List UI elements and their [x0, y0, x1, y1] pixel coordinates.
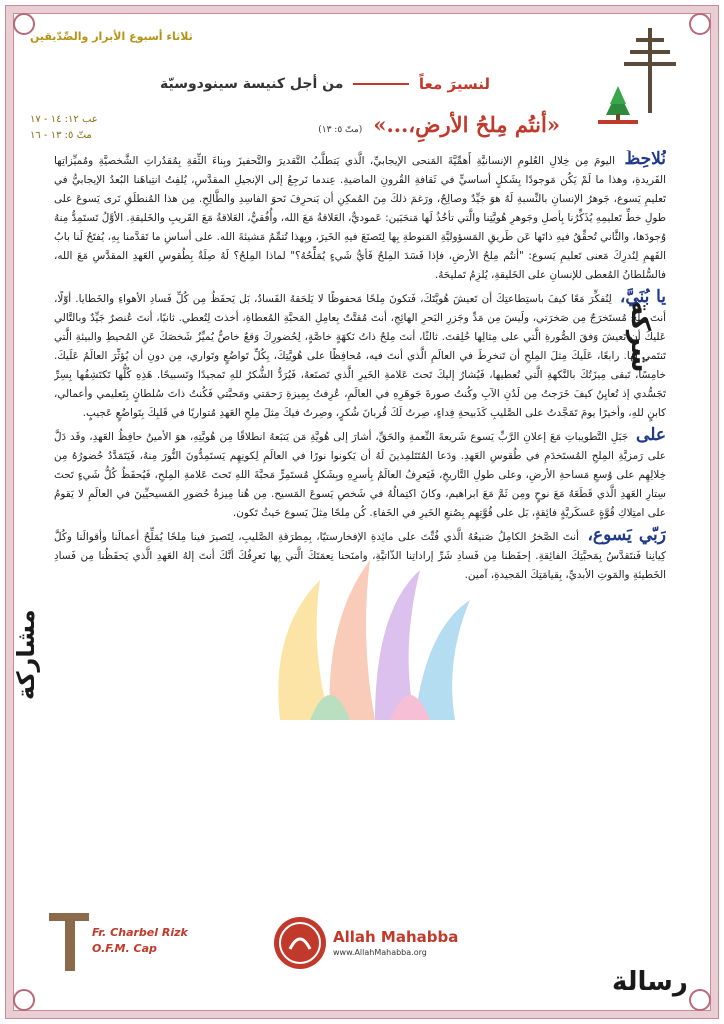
- side-label-mission: رسالة: [612, 967, 688, 997]
- maronite-cross-cedar-logo: [596, 20, 686, 130]
- paragraph-text: أنتَ الصَّخرُ الكامِلُ صَنيعُهُ الَّذي فُتِّتَ على مائِدةِ الإفخارستيّا، بِمِطرَقةِ الصَّليبِ، لِتَصيرَ فينا مِلحًا يُمَلِّحُ أعمالَنا وأقوالَنا وكُلَّ كِيانِنا فَنتَقدَّسُ بِمَحبَّتِكَ الفائِقةِ. إحفَظنا مِن فَسادِ شَرِّ إراداتِنا الذّاتيَّةِ، وامنَحنا نِعمَتَكَ الَّتي بِها نَعرِفُكَ أنَّكَ أنتَ إلهُ العَهدِ الَّذي يَحفَظُنا مِن فَسادِ الخَطيئةِ والمَوتِ الأبديِّ، بِقيامَتِكَ المَجيدةِ، آمين.: [54, 531, 666, 581]
- paragraph-prayer: [54, 526, 666, 585]
- allah-mahabba-brand: [333, 928, 458, 957]
- brand-url[interactable]: www.AllahMahabba.org: [333, 948, 427, 957]
- paragraph-text: جَبَلِ التَّطويباتِ مَعَ إعلانِ الرَّبِّ يَسوع شَريعةَ النِّعمةِ والحَقِّ، أشارَ إلى هُويَّةِ مَن يَتبَعهُ انطلاقًا مِن هُويَّتِهِ، هوَ الأمينُ حافِظُ العَهدِ، وقَد دَلَّ على رَمزيَّةِ المِلحِ المُستَخدَمِ في طُقوسِ العَهدِ. ودَعا المُتَتَلمِذينَ لَهُ أن يَكونوا نورًا في العالَمِ لِكونِهِم يَستَمِدُّونَ النُّورَ مِنهُ، فَيَتَمَدَّدُ حُضورُهُ مِن خِلالِهِم على وُسعِ مَساحةِ الأرضِ، وعلى طولِ التَّاريخِ، فَيَعرِفُ العالَمُ بِأسرِهِ وبِشَكلٍ مُستَمِرٍّ مَحبَّةَ اللهِ تَحتَ عَلامةِ المِلحِ، فَيُحفَظُ كُلُّ شَيءٍ تَحتَ سِتارِ العَهدِ الَّذي قَطَعَهُ مَعَ نوحٍ ومِن ثَمَّ مَعَ ابراهيم، وكانَ اكتِمالُهُ في شَخصِ يَسوعَ المَسيح. مِن هُنا مِيزةُ حُضورِ المَسيحيِّينَ في العالَمِ لا يَقومُ على امتِلاكِ قُوَّةٍ عَسكَريَّةٍ فائِقةٍ، بَل على قُوَّتِهِم بِصُنعِ الخَيرِ في الخَفاءِ. كُن مِلحًا مِثلَ يَسوع حَيثُ تَكون.: [54, 431, 666, 519]
- series-slogan: لنسيرَ معاً: [418, 75, 490, 93]
- author-name: Fr. Charbel Rizk: [92, 926, 188, 939]
- scripture-references: [30, 112, 150, 144]
- author-order: O.F.M. Cap: [92, 942, 157, 955]
- main-title: [190, 112, 560, 137]
- verse-ref-2: متّ ٥: ١٣ - ١٦: [30, 130, 92, 141]
- corner-ornament: [689, 13, 711, 35]
- paragraph-my-son: [54, 288, 666, 423]
- paragraph-lead: رَبّي يَسوع،: [587, 525, 666, 545]
- verse-ref-1: عب ١٢: ١٤ - ١٧: [30, 114, 98, 125]
- corner-ornament: [13, 989, 35, 1011]
- side-label-participation: مشاركة: [12, 609, 40, 700]
- paragraph-lead: على: [636, 425, 666, 445]
- series-title: [160, 70, 490, 98]
- article-body: [54, 150, 666, 910]
- paragraph-lead: نُلاحِظُ: [624, 150, 666, 169]
- paragraph-lead: يا بُنَيَّ،: [619, 287, 666, 307]
- paragraph-text: اليومَ مِن خِلالِ العُلومِ الإنسانيَّةِ أَهمِّيَّةَ المَنحى الإيجابيِّ، الَّذي يَتطلَّبُ التَّقديرَ والتَّحفيزَ وبِناءَ الثِّقةِ بِمُقدُراتِ الشَّخصيَّةِ ومُميِّزاتِها الفَريدةِ، وهذا ما لَمْ يَكُن مَوجودًا بِشَكلٍ أساسيٍّ في ثَقافةِ القُرونِ الماضيةِ. عِندما نَرجِعُ إلى الإنجيلِ المقدَّسِ، يُلفِتُ انتِباهَنا البُعدُ الإيجابيُّ في تَعليمِ يَسوع، جَوهرُ الإنسانِ بالنِّسبةِ لَهُ هوَ جَيِّدٌ وصالِحٌ، ورَغمَ ذلكَ مِنَ المُمكِنِ أن يَنحرِفَ نَحوَ الفاسِدِ والطَّالِحِ. مِن هذا المُنطلَقِ نَرى يَسوعَ على طولِ خطِّ تَعليمِهِ يُذَكِّرُنا بِأصلِ وجَوهرِ هُويَّتِنا والَّتي تأخُذُ لَها مَنحَيَين: عَموديٌّ، العَلاقةُ مَعَ الله، وأُفُقيٌّ، العَلاقةُ مَعَ القَريبِ والخَليقةِ. الأوَّلُ تَستَمِدُّ مِنهُ وُجودَها، والثَّاني تُحقِّقُ فيهِ ذاتَها عَن طَريقِ المَسؤوليَّةِ المَنوطةِ بِها لِتَصنَعَ فيهِ الخَيرَ، وبِهذا تُتمِّمُ مَشيئةَ الله. على أساسِ ما تَقدَّمنا بِهِ، يُفتَحُ لَنا بابُ الفَهمِ لِنُدرِكَ مَعنى تَعليمِ يَسوع: "أنتُم مِلحُ الأرضِ، فإذا فَسَدَ المِلحُ فَأيُّ شَيءٍ يُمَلِّحُهُ؟" لماذا المِلحُ؟ لَهُ صِلَةٌ بِطُقوسِ العَهدِ المقدَّسِ مَعَ الله، فالسُّلطانُ المُعطى للإنسانِ على الخَليقةِ، يُلزِمُ تَمليحَهُ.: [54, 155, 666, 281]
- title-divider: [353, 83, 408, 85]
- title-text: «أنتُم مِلحُ الأرضِ،...»: [373, 112, 560, 137]
- side-label-communion: شركة: [625, 300, 655, 373]
- series-subtitle: من أجل كنيسة سينودوسيّة: [160, 76, 344, 92]
- corner-ornament: [689, 989, 711, 1011]
- paragraph-text: لِنُفكِّرَ مَعًا كيفَ باستِطاعتِكَ أن تَعيشَ هُويَّتَكَ، فَتكونَ مِلحًا مَحفوظًا لا يَلحَقهُ الفَسادُ، بَل يَحفَظُ مِن كُلِّ فَسادِ الأهواءِ والخَطايا. أوّلًا، أنتَ مِلحٌ مُستَخرَجٌ مِن صَخرَتي، ولَيسَ مِن مَدِّ وجَزرِ البَحرِ الهائِجِ، أنتَ مُقتَّتٌ بِعامِلِ المَحبَّةِ المُعطاةِ، أخذتَ لِتُعطي. ثانيًا، أنتَ عُنصرٌ جَيِّدٌ وبالتَّالي عَليكَ أن تَعيشَ وَفقَ الصُّورةِ الَّتي على مِثالِها خُلِقتَ. ثالثًا، أنتَ مِلحٌ ذاتُ نَكهَةٍ خاصَّةٍ، لِحُضورِكَ وَقعٌ خاصٌّ يُميِّزُ شَخصَكَ عَنِ المُحيطِ والبيئةِ الَّتي تَنتَمي لَها. رابعًا، عَلَيكَ مِثلَ المِلحِ أن تَنخرِطَ في العالَمِ الَّذي أنتَ فيه، مُحافِظًا على هُويَّتِكَ، بِكُلِّ تَواضُعٍ وتَواري، مِن دونِ أن يُؤثِّرَ العالَمُ عَلَيكَ. خامِسًا، تَبقى مِيزَتُكَ بالنَّكهةِ الَّتي تُعطيها، فَيُشارُ إليكَ تَحتَ عَلامةِ الخَيرِ الَّذي تَصنَعهُ، فَيُرَدُّ الشُّكرُ للهِ تَمجيدًا وتَسبيحًا. هَذِهِ كُلُّها تَكتَشِفُها بِسِرِّ تَجَسُّدي إذ تُعايِنُ كيفَ خَرَجتُ مِن لَدُنِ الآبِ وكُنتُ صورةَ جَوهَرِهِ في العالَمِ، عُرِفتُ بِمِيزةِ رَحمَتي ومَحبَّتي فَكُنتُ ذاتَ سُلطانٍ بِتَعليمي وأعمالي، كابنٍ للهِ، وأخيرًا يومَ تَمَجَّدتُ على الصَّليبِ كَذَبيحةِ فِداءٍ، صِرتُ لَكَ قُربانَ شُكرٍ، وصِرتُ فيكَ مِثلَ مِلحِ العَهدِ مُتواريًا في قَلبِكَ بِتَواضُعٍ عَجيبٍ.: [54, 293, 666, 419]
- paragraph-mount: [54, 426, 666, 523]
- author-signature: [92, 925, 188, 957]
- title-reference: (متّ ٥: ١٣): [318, 125, 363, 135]
- brand-name: Allah Mahabba: [333, 928, 459, 946]
- allah-mahabba-logo-icon: [272, 915, 328, 971]
- paragraph-observation: [54, 150, 666, 285]
- header-date: ثلاثاء أسبوع الأبرار والصِّدّيقين: [30, 30, 193, 43]
